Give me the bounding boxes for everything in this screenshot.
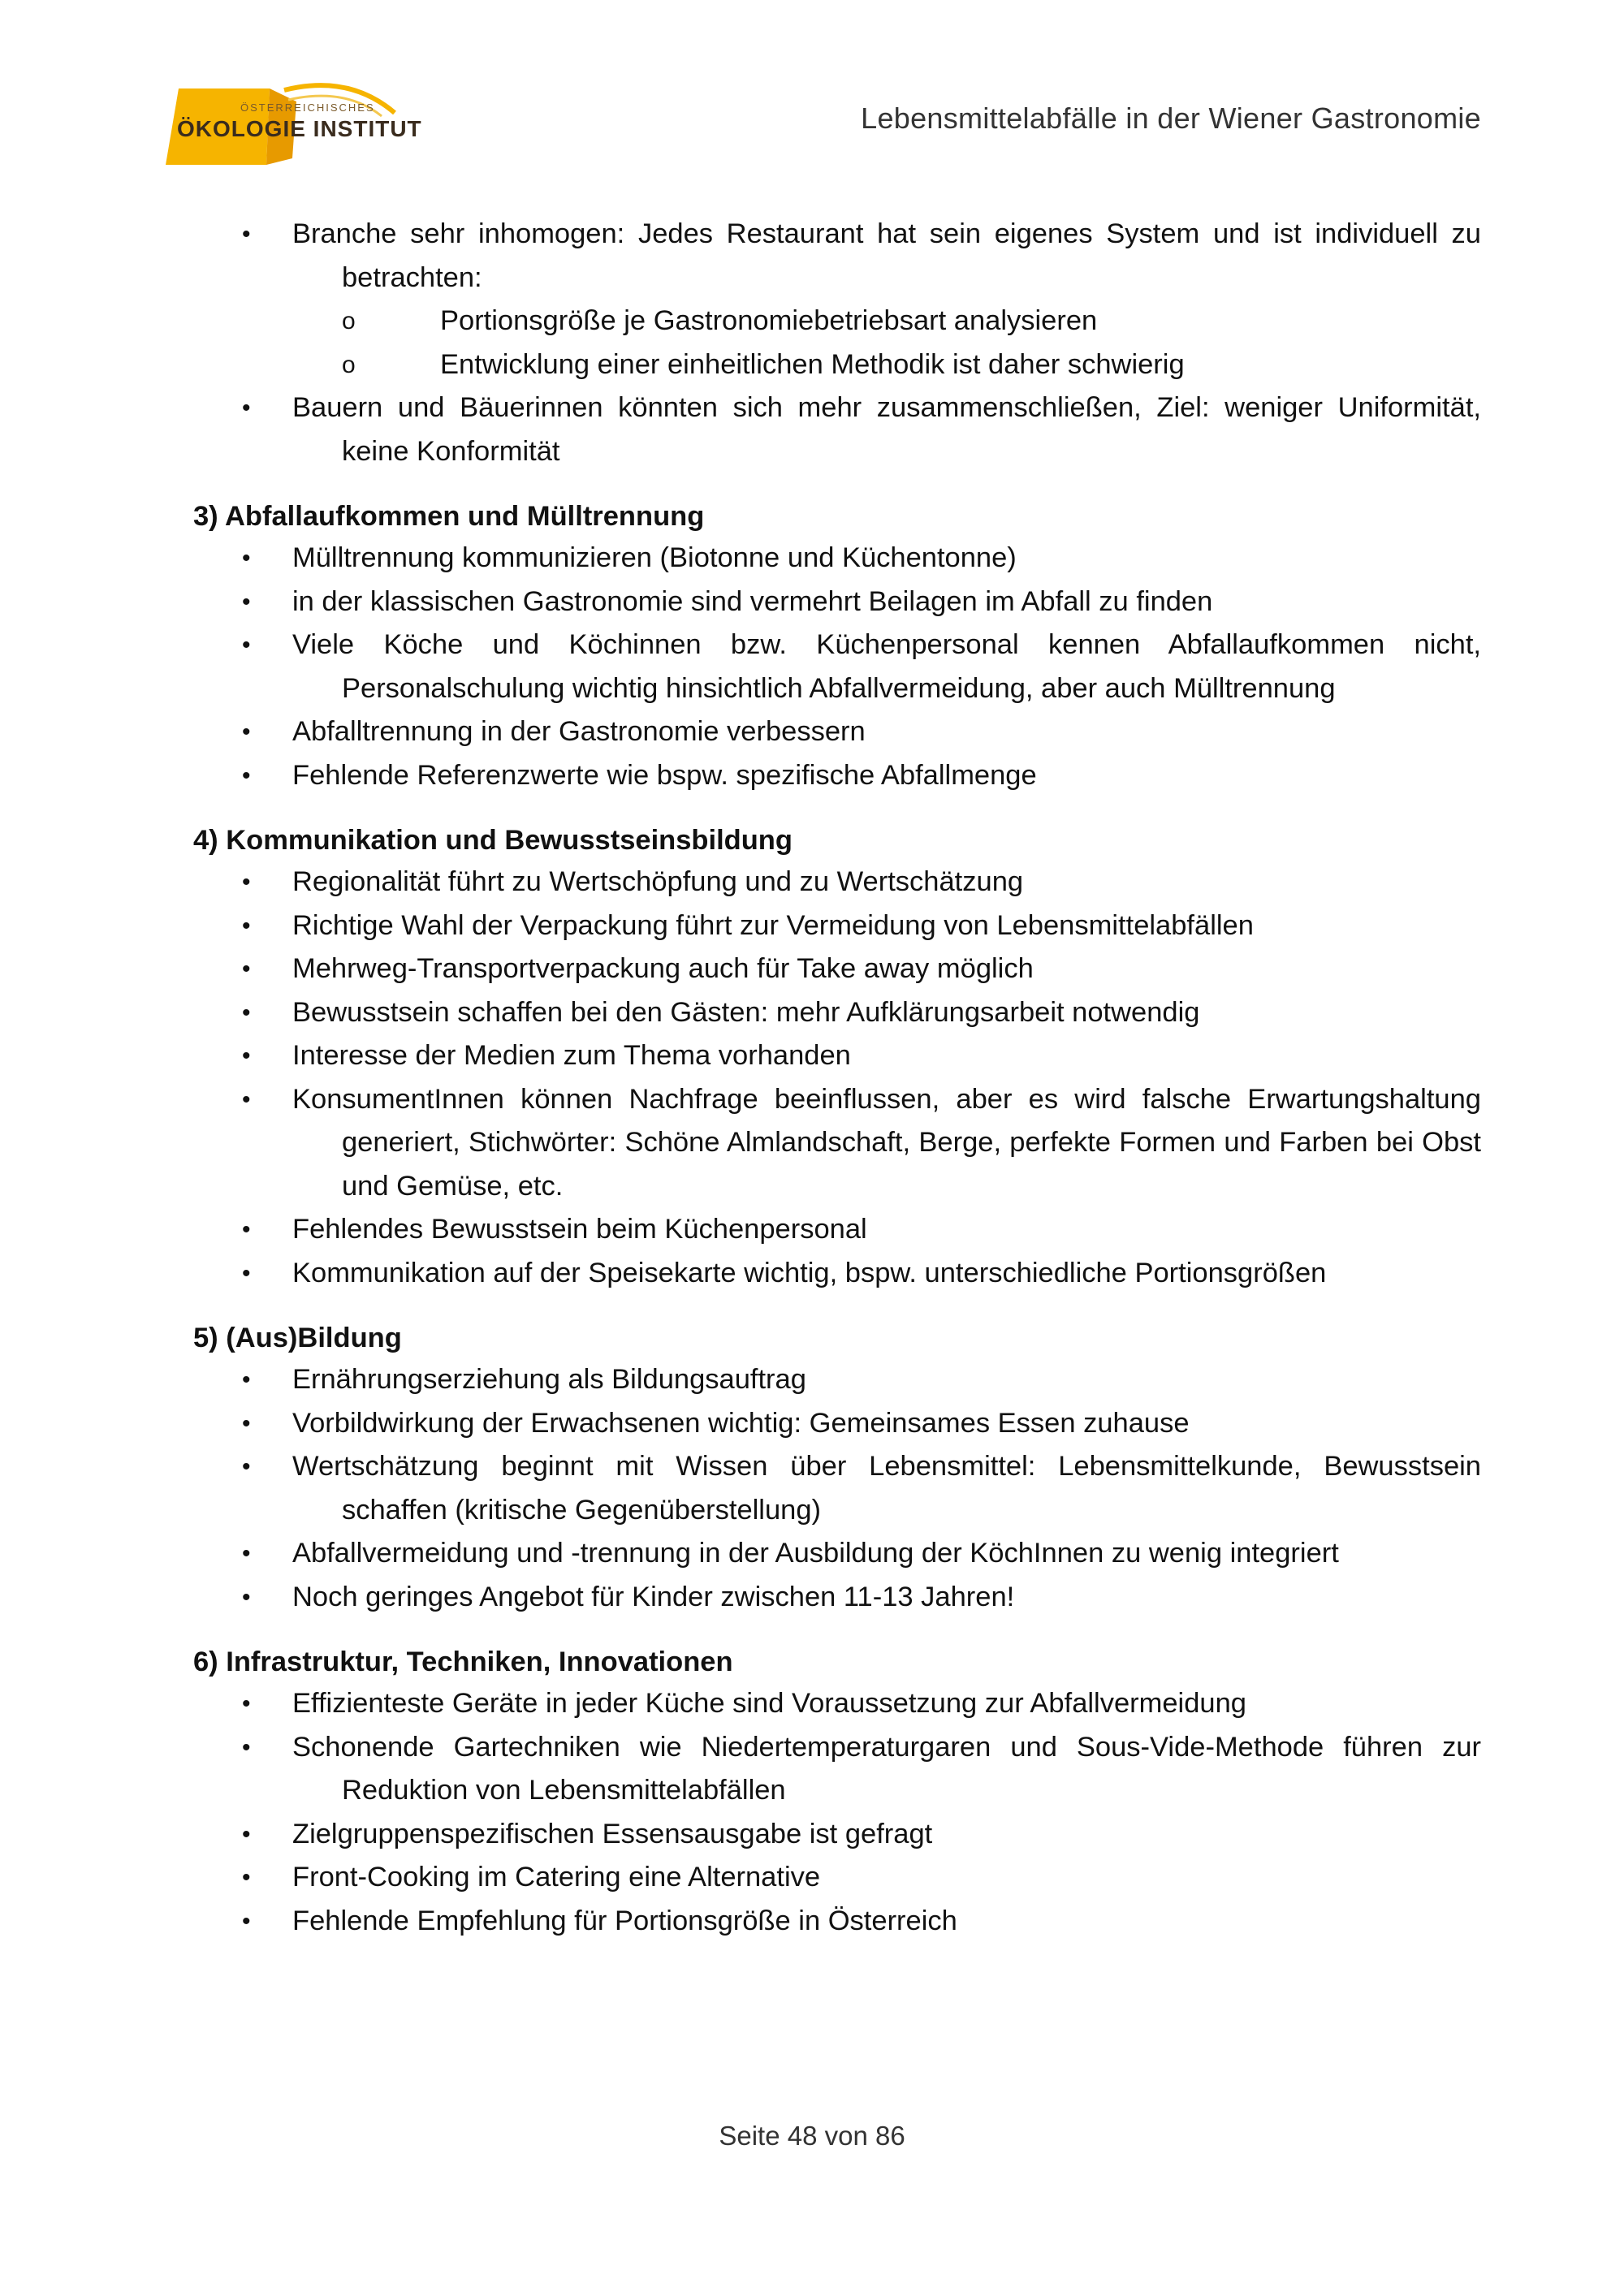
list-item-text <box>292 1208 1481 1252</box>
list-item <box>193 386 1481 473</box>
bullet-marker: • <box>242 869 251 896</box>
list-item-text-content: Abfallvermeidung und -trennung in der Ausbildung der KöchInnen zu wenig integriert <box>292 1538 1339 1569</box>
bullet-marker: • <box>242 1042 251 1069</box>
bullet-marker: • <box>242 1583 251 1611</box>
bullet-marker: • <box>242 762 251 789</box>
sub-bullet-marker: o <box>342 351 356 378</box>
list-item-text-content: Branche sehr inhomogen: Jedes Restaurant hat sein eigenes System und ist individuell zu betrachten: <box>292 218 1481 293</box>
section-heading: 5) (Aus)Bildung <box>193 1323 402 1353</box>
list-item <box>193 1445 1481 1532</box>
bullet-marker: • <box>242 588 251 615</box>
list-item-text <box>292 947 1481 991</box>
section-kommunikation <box>193 820 1481 1295</box>
section-infrastruktur <box>193 1642 1481 1943</box>
list-item-text <box>292 1532 1481 1576</box>
section-abfallaufkommen <box>193 496 1481 797</box>
list-item <box>193 1856 1481 1900</box>
bullet-marker: • <box>242 545 251 572</box>
bullet-marker: • <box>242 1864 251 1891</box>
list-item-text <box>292 1252 1481 1296</box>
list-item-text <box>292 1445 1481 1532</box>
list-item-text-content: KonsumentInnen können Nachfrage beeinflussen, aber es wird falsche Erwartungshaltung generiert, Stichwörter: Schöne Almlandschaft, Berge, perfekte Formen und Farben bei Obst und Gemüse, etc. <box>292 1083 1481 1202</box>
list-item <box>193 1358 1481 1402</box>
list-item-text-content: Ernährungserziehung als Bildungsauftrag <box>292 1364 806 1395</box>
list-item-text-content: Interesse der Medien zum Thema vorhanden <box>292 1040 851 1071</box>
list-item-text-content: Bewusstsein schaffen bei den Gästen: mehr Aufklärungsarbeit notwendig <box>292 996 1200 1028</box>
section-list <box>193 537 1481 797</box>
bullet-marker: • <box>242 1733 251 1761</box>
list-item-text-content: Fehlende Referenzwerte wie bspw. spezifische Abfallmenge <box>292 759 1037 791</box>
list-item-text-content: Mehrweg-Transportverpackung auch für Take away möglich <box>292 953 1034 984</box>
sub-list-item <box>193 343 1481 387</box>
list-item-text <box>292 1726 1481 1813</box>
list-item-text-content: Schonende Gartechniken wie Niedertemperaturgaren und Sous-Vide-Methode führen zur Reduktion von Lebensmittelabfällen <box>292 1731 1481 1806</box>
bullet-marker: • <box>242 1540 251 1567</box>
bullet-marker: • <box>242 1409 251 1437</box>
bullet-marker: • <box>242 956 251 982</box>
list-item-text <box>292 1078 1481 1209</box>
list-item-text-content: Noch geringes Angebot für Kinder zwischen 11-13 Jahren! <box>292 1581 1015 1612</box>
list-item <box>193 1532 1481 1576</box>
list-item-text-content: in der klassischen Gastronomie sind vermehrt Beilagen im Abfall zu finden <box>292 585 1213 617</box>
section-list <box>193 861 1481 1295</box>
list-item-text-content: Fehlende Empfehlung für Portionsgröße in Österreich <box>292 1905 957 1936</box>
list-item-text <box>292 1402 1481 1446</box>
bullet-marker: • <box>242 1907 251 1935</box>
list-item <box>193 861 1481 904</box>
bullet-marker: • <box>242 999 251 1026</box>
list-item-text <box>292 537 1481 580</box>
list-item <box>193 1576 1481 1620</box>
list-item-text-content: Effizienteste Geräte in jeder Küche sind Voraussetzung zur Abfallvermeidung <box>292 1688 1246 1719</box>
bullet-marker: • <box>242 719 251 745</box>
list-item-text <box>292 213 1481 300</box>
bullet-marker: • <box>242 395 251 421</box>
list-item-text-content: Viele Köche und Köchinnen bzw. Küchenpersonal kennen Abfallaufkommen nicht, Personalschulung wichtig hinsichtlich Abfallvermeidung, aber auch Mülltrennung <box>292 629 1481 704</box>
section-list <box>193 1682 1481 1943</box>
bullet-marker: • <box>242 221 251 248</box>
list-item <box>193 580 1481 624</box>
bullet-marker: • <box>242 1085 251 1113</box>
list-item-text-content: Front-Cooking im Catering eine Alternative <box>292 1862 821 1892</box>
list-item <box>193 1078 1481 1209</box>
list-item-text-content: Wertschätzung beginnt mit Wissen über Lebensmittel: Lebensmittelkunde, Bewusstsein schaffen (kritische Gegenüberstellung) <box>292 1451 1481 1526</box>
list-item-text-content: Bauern und Bäuerinnen könnten sich mehr zusammenschließen, Ziel: weniger Uniformität, keine Konformität <box>292 392 1481 467</box>
list-item <box>193 991 1481 1035</box>
list-item-text <box>292 624 1481 710</box>
section-heading: 3) Abfallaufkommen und Mülltrennung <box>193 501 705 532</box>
list-item <box>193 1402 1481 1446</box>
logo-main-text: ÖKOLOGIE INSTITUT <box>177 116 422 141</box>
list-item-text-content: Vorbildwirkung der Erwachsenen wichtig: Gemeinsames Essen zuhause <box>292 1407 1190 1439</box>
list-item-text <box>292 861 1481 904</box>
list-item-text <box>292 386 1481 473</box>
sub-list-item-text: Portionsgröße je Gastronomiebetriebsart analysieren <box>440 305 1098 336</box>
list-item-text <box>292 1682 1481 1726</box>
sub-bullet-marker: o <box>342 308 356 334</box>
section-list <box>193 1358 1481 1619</box>
list-item-text <box>292 754 1481 798</box>
list-item <box>193 1252 1481 1296</box>
list-item <box>193 1682 1481 1726</box>
list-item-text <box>292 580 1481 624</box>
oekologie-institut-logo <box>162 77 422 170</box>
list-item-text <box>292 1358 1481 1402</box>
list-item-text <box>292 1813 1481 1857</box>
list-item <box>193 904 1481 948</box>
list-item-text <box>292 904 1481 948</box>
list-item <box>193 213 1481 386</box>
section-ausbildung <box>193 1318 1481 1619</box>
bullet-marker: • <box>242 1366 251 1393</box>
bullet-marker: • <box>242 1259 251 1287</box>
list-item-text-content: Fehlendes Bewusstsein beim Küchenpersonal <box>292 1214 867 1245</box>
list-item-text <box>292 1576 1481 1620</box>
logo-small-text: ÖSTERREICHISCHES <box>240 101 375 114</box>
list-item <box>193 1813 1481 1857</box>
bullet-marker: • <box>242 1690 251 1717</box>
list-item-text-content: Abfalltrennung in der Gastronomie verbessern <box>292 716 866 747</box>
bullet-marker: • <box>242 912 251 939</box>
list-item <box>193 537 1481 580</box>
bullet-marker: • <box>242 1820 251 1848</box>
sub-list <box>193 300 1481 386</box>
list-item <box>193 1208 1481 1252</box>
list-item-text <box>292 1900 1481 1944</box>
list-item-text <box>292 1856 1481 1900</box>
sub-list-item-text: Entwicklung einer einheitlichen Methodik ist daher schwierig <box>440 348 1185 380</box>
list-item-text <box>292 710 1481 754</box>
document-header-title: Lebensmittelabfälle in der Wiener Gastronomie <box>861 101 1481 135</box>
list-item <box>193 947 1481 991</box>
intro-list <box>193 213 1481 473</box>
list-item-text-content: Kommunikation auf der Speisekarte wichtig, bspw. unterschiedliche Portionsgrößen <box>292 1257 1327 1288</box>
list-item-text-content: Regionalität führt zu Wertschöpfung und zu Wertschätzung <box>292 866 1024 897</box>
page-number: Seite 48 von 86 <box>719 2121 905 2151</box>
list-item-text-content: Richtige Wahl der Verpackung führt zur Vermeidung von Lebensmittelabfällen <box>292 909 1254 941</box>
list-item <box>193 1034 1481 1078</box>
list-item-text-content: Zielgruppenspezifischen Essensausgabe ist gefragt <box>292 1818 933 1849</box>
list-item-text <box>292 991 1481 1035</box>
document-body <box>193 213 1481 1943</box>
list-item <box>193 754 1481 798</box>
bullet-marker: • <box>242 1453 251 1480</box>
list-item <box>193 1900 1481 1944</box>
section-heading: 4) Kommunikation und Bewusstseinsbildung <box>193 825 793 856</box>
list-item-text-content: Mülltrennung kommunizieren (Biotonne und Küchentonne) <box>292 542 1017 573</box>
list-item <box>193 710 1481 754</box>
section-heading: 6) Infrastruktur, Techniken, Innovationen <box>193 1646 733 1677</box>
bullet-marker: • <box>242 632 251 658</box>
list-item <box>193 1726 1481 1813</box>
list-item-text <box>292 1034 1481 1078</box>
sub-list-item <box>193 300 1481 343</box>
bullet-marker: • <box>242 1216 251 1243</box>
list-item <box>193 624 1481 710</box>
